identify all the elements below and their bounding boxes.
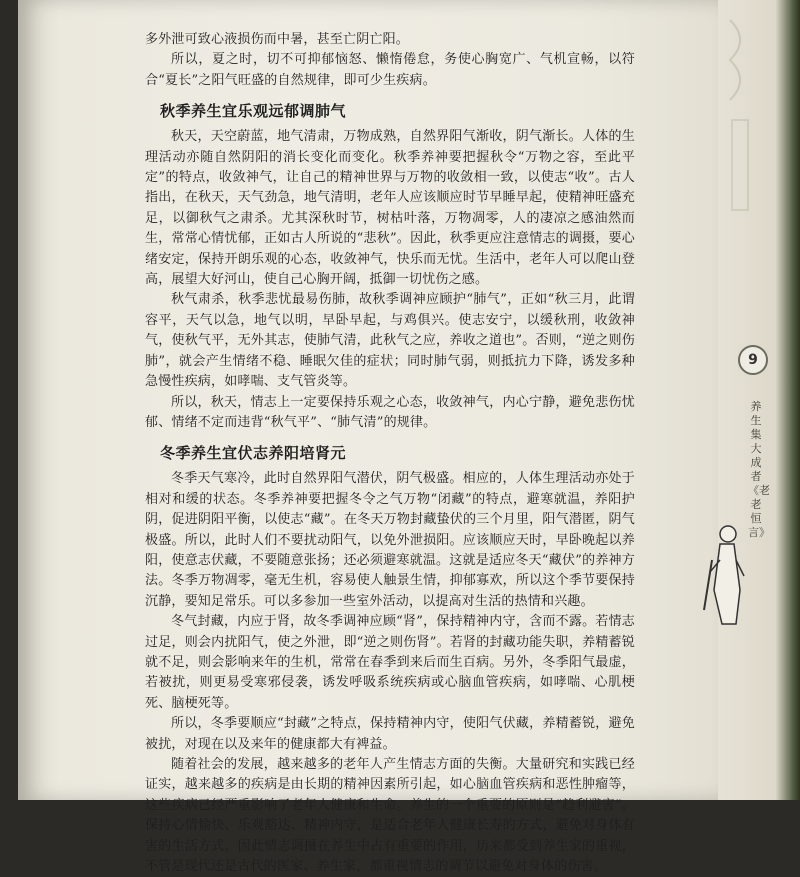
paragraph: 秋气肃杀，秋季悲忧最易伤肺，故秋季调神应顾护“肺气”，正如“秋三月，此谓容平，天气以急，地气以明，早卧早起，与鸡俱兴。使志安宁，以缓秋刑，收敛神气，使秋气平，无外其志，使肺气清，此秋气之应，养收之道也”。否则，“逆之则伤肺”，就会产生情绪不稳、睡眠欠佳的症状；同时肺气弱，则抵抗力下降，诱发多种急慢性疾病，如哮喘、支气管炎等。	[145, 292, 635, 390]
paragraph: 冬季天气寒冷，此时自然界阳气潜伏，阴气极盛。相应的，人体生理活动亦处于相对和缓的状态。冬季养神要把握冬令之气万物“闭藏”的特点，避寒就温，养阳护阴，促进阴阳平衡，以使志“藏”。在冬天万物封藏蛰伏的三个月里，阳气潜匿，阴气极盛。所以，此时人们不要扰动阳气，以免外泄损阳。应该顺应天时，早卧晚起以养阳，使意志伏藏，不要随意张扬；还必须避寒就温。这就是适应冬天“藏伏”的养神方法。冬季万物凋零，毫无生机，容易使人触景生情，抑郁寡欢，所以这个季节要保持沉静，要知足常乐。可以多参加一些室外活动，以提高对生活的热情和兴趣。	[145, 471, 635, 609]
paragraph: 多外泄可致心液损伤而中暑，甚至亡阴亡阳。	[145, 32, 410, 47]
paragraph: 所以，冬季要顺应“封藏”之特点，保持精神内守，使阳气伏藏，养精蓄锐，避免被扰，对现在以及来年的健康都大有裨益。	[145, 716, 635, 752]
side-book-title: 养生集大成者《老老恒言》	[748, 400, 770, 539]
paragraph: 冬气封藏，内应于肾，故冬季调神应顾“肾”，保持精神内守，含而不露。若情志过足，则会内扰阳气，使之外泄，即“逆之则伤肾”。若肾的封藏功能失职，养精蓄锐就不足，则会影响来年的生机，常常在春季到来后而生百病。另外，冬季阳气最虚，若被扰，则更易受寒邪侵袭，诱发呼吸系统疾病或心脑血管疾病，如哮喘、心肌梗死、脑梗死等。	[145, 614, 635, 711]
paragraph: 所以，秋天，情志上一定要保持乐观之心态，收敛神气，内心宁静，避免悲伤忧郁、情绪不定而违背“秋气平”、“肺气清”的规律。	[145, 394, 635, 430]
page-body	[145, 30, 635, 877]
paragraph: 随着社会的发展，越来越多的老年人产生情志方面的失衡。大量研究和实践已经证实，越来越多的疾病是由长期的精神因素所引起，如心脑血管疾病和恶性肿瘤等，这些疾病已经严重影响了老年人健康和生命。养生的一个重要的原则是“趋利避害”。保持心情愉快、乐观豁达、精神内守，是适合老年人健康长寿的方式，避免对身体有害的生活方式，因此情志调摄在养生中占有重要的作用，历来都受到养生家的重视，不管是现代还是古代的医家、养生家，都重视情志的调节以避免对身体的伤害。	[145, 757, 635, 875]
elder-figure-icon	[700, 520, 750, 630]
page-number: 9	[738, 345, 768, 375]
section-title-autumn: 秋季养生宜乐观远郁调肺气	[160, 102, 347, 121]
paragraph: 秋天，天空蔚蓝，地气清肃，万物成熟，自然界阳气渐收，阴气渐长。人体的生理活动亦随自然阴阳的消长变化而变化。秋季养神要把握秋令“万物之容，至此平定”的特点，收敛神气，让自己的精神世界与万物的收敛相一致，以使志“收”。古人指出，在秋天，天气劲急，地气清明，老年人应该顺应时节早睡早起，使精神旺盛充足，以御秋气之肃杀。尤其深秋时节，树枯叶落，万物凋零，人的凄凉之感油然而生，常常心情忧郁，正如古人所说的“悲秋”。因此，秋季更应注意情志的调摄，要心绪安定，保持开朗乐观的心态，收敛神气，快乐而无忧。生活中，老年人可以爬山登高，展望大好河山，使自己心胸开阔，抵御一切忧伤之感。	[145, 129, 635, 288]
decorative-pattern-icon	[720, 0, 760, 300]
paragraph: 所以，夏之时，切不可抑郁恼怒、懒惰倦怠，务使心胸宽广、气机宣畅，以符合“夏长”之阳气旺盛的自然规律，即可少生疾病。	[145, 52, 635, 88]
section-title-winter: 冬季养生宜伏志养阳培肾元	[160, 444, 347, 463]
